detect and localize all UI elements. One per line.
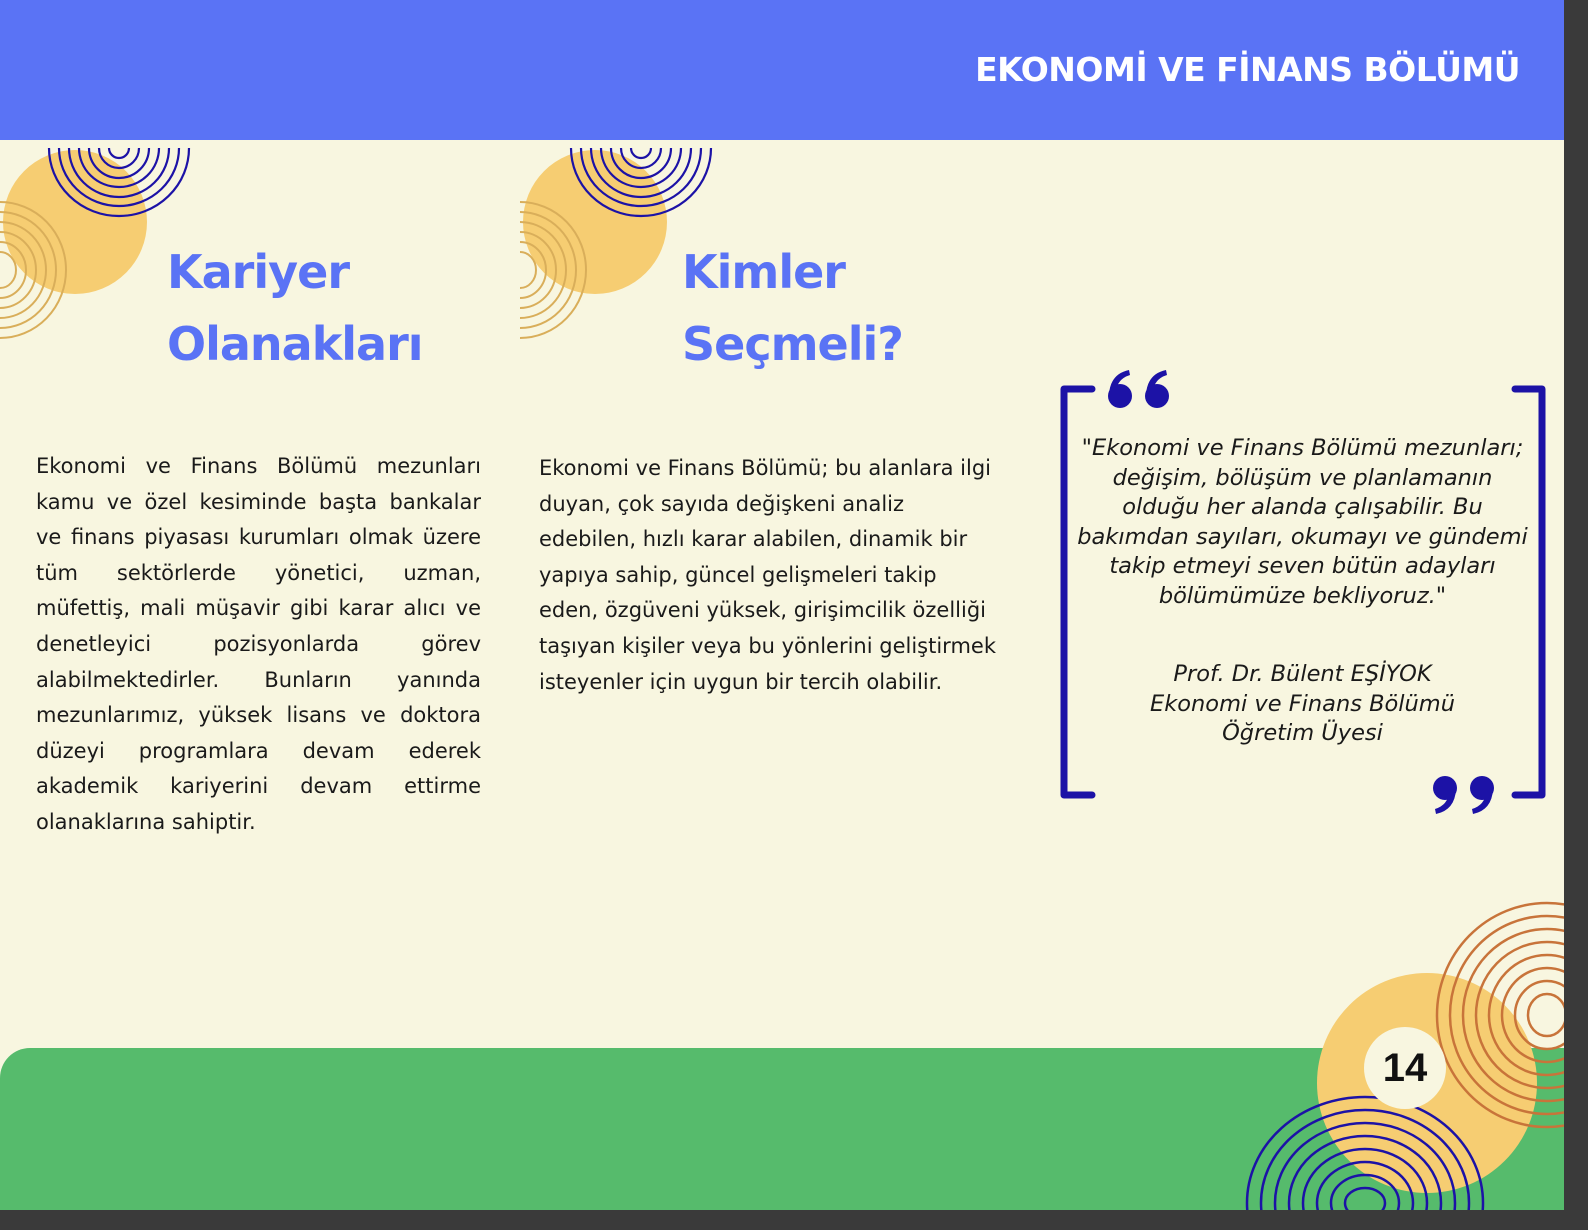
career-heading-line2: Olanakları xyxy=(167,317,423,371)
career-heading-line1: Kariyer xyxy=(167,245,350,299)
career-heading xyxy=(167,236,423,380)
quote-attribution xyxy=(1075,660,1530,749)
quote-role-line1: Ekonomi ve Finans Bölümü xyxy=(1150,690,1455,717)
header-banner xyxy=(0,0,1564,140)
page-number: 14 xyxy=(1364,1027,1446,1109)
who-heading-line2: Seçmeli? xyxy=(682,317,903,371)
header-title: EKONOMİ VE FİNANS BÖLÜMÜ xyxy=(975,50,1520,89)
quote-author: Prof. Dr. Bülent EŞİYOK xyxy=(1173,661,1432,687)
close-quote-icon xyxy=(1430,772,1502,816)
quote-role-line2: Öğretim Üyesi xyxy=(1222,720,1383,747)
open-quote-icon xyxy=(1105,368,1177,412)
who-heading-line1: Kimler xyxy=(682,245,845,299)
quote-text: "Ekonomi ve Finans Bölümü mezunları; değişim, bölüşüm ve planlamanın olduğu her alanda çalışabilir. Bu bakımdan sayıları, okumayı ve gündemi takip etmeyi seven bütün adayları bölümümüze bekliyoruz." xyxy=(1077,435,1528,609)
career-body: Ekonomi ve Finans Bölümü mezunları kamu ve özel kesiminde başta bankalar ve finans piyasası kurumları olmak üzere tüm sektörlerde yönetici, uzman, müfettiş, mali müşavir gibi karar alıcı ve denetleyici pozisyonlarda görev alabilmektedirler. Bunların yanında mezunlarımız, yüksek lisans ve doktora düzeyi programlara devam ederek akademik kariyerini devam ettirme olanaklarına sahiptir. xyxy=(36,454,481,834)
who-heading xyxy=(682,236,903,380)
who-body: Ekonomi ve Finans Bölümü; bu alanlara ilgi duyan, çok sayıda değişkeni analiz edebilen, hızlı karar alabilen, dinamik bir yapıya sahip, güncel gelişmeleri takip eden, özgüveni yüksek, girişimcilik özelliği taşıyan kişiler veya bu yönlerini geliştirmek isteyenler için uygun bir tercih olabilir. xyxy=(539,456,996,694)
